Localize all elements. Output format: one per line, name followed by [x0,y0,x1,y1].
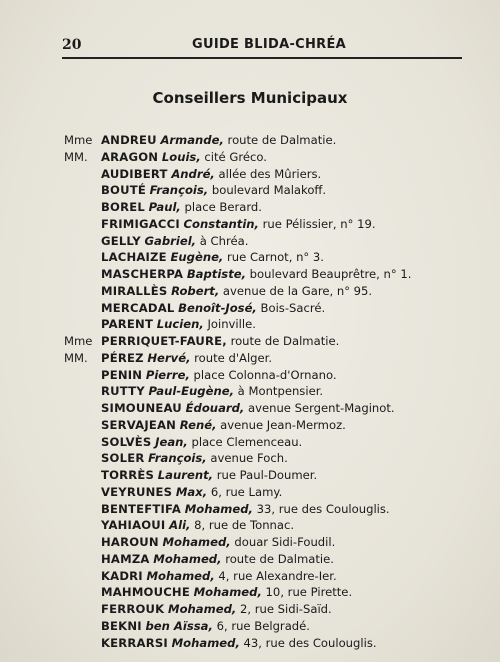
member-address: place Berard. [180,200,262,214]
list-item [0,434,500,451]
member-given-name: Mohamed, [184,501,253,516]
list-item [0,568,500,585]
member-entry [101,601,332,618]
list-item [0,400,500,417]
member-given-name: Baptiste, [186,267,246,281]
member-address: avenue de la Gare, n° 95. [219,283,373,298]
member-given-name: Armande, [160,133,224,147]
member-surname: ANDREU [101,133,157,147]
list-item [0,333,500,350]
member-address: 4, rue Alexandre-Ier. [214,568,337,583]
member-surname: AUDIBERT [101,166,168,181]
member-address: avenue Jean-Mermoz. [216,417,346,432]
member-surname: MAHMOUCHE [101,585,190,600]
member-address: 10, rue Pirette. [261,585,353,600]
member-surname: FRIMIGACCI [101,216,180,231]
member-given-name: Mohamed, [168,602,237,616]
member-entry [101,367,337,384]
member-surname: BENTEFTIFA [101,501,181,516]
member-address: 8, rue de Tonnac. [190,518,295,533]
member-given-name: Max, [175,484,208,499]
list-item [0,149,500,166]
member-address: place Colonna-d'Ornano. [189,367,337,382]
member-surname: BEKNI [101,618,142,633]
member-entry [101,484,282,501]
member-address: route de Dalmatie. [221,551,334,566]
member-given-name: Mohamed, [171,635,240,650]
member-given-name: André, [171,166,215,181]
member-entry [101,266,411,283]
member-address: boulevard Malakoff. [208,183,327,198]
member-given-name: Paul-Eugène, [148,384,234,399]
member-entry [101,434,302,451]
list-item [0,233,500,250]
member-entry [101,450,288,467]
member-surname: SIMOUNEAU [101,401,182,415]
member-entry [101,216,376,233]
member-given-name: Mohamed, [193,585,262,600]
member-address: à Chréa. [196,233,249,248]
list-item [0,534,500,551]
member-address: rue Paul-Doumer. [213,468,318,482]
member-entry [101,333,339,350]
member-entry [101,501,390,518]
member-address: route de Dalmatie. [230,334,340,348]
member-surname: SOLER [101,451,145,466]
list-item [0,367,500,384]
member-address: allée des Mûriers. [214,166,322,181]
member-given-name: Mohamed, [162,535,231,549]
member-entry [101,132,336,149]
member-given-name: Paul, [148,200,181,214]
member-given-name: Laurent, [157,468,214,482]
list-item [0,132,500,149]
list-item [0,501,500,518]
member-surname: HAROUN [101,535,159,549]
member-entry [101,233,248,250]
list-item [0,182,500,199]
member-address: Bois-Sacré. [256,300,326,315]
member-entry [101,182,326,199]
running-title: GUIDE BLIDA-CHRÉA [192,37,347,52]
member-given-name: François, [148,451,207,466]
member-surname: LACHAIZE [101,250,167,265]
page-number: 20 [62,37,82,53]
member-entry [101,316,256,333]
member-surname: YAHIAOUI [101,518,166,533]
member-surname: FERROUK [101,602,165,616]
list-item [0,635,500,652]
member-address: route d'Alger. [190,350,273,365]
honorific-prefix: Mme [64,133,93,147]
member-entry [101,249,324,266]
member-address: Joinville. [203,317,256,332]
member-address: rue Pélissier, n° 19. [258,216,376,231]
list-item [0,216,500,233]
member-given-name: Benoît-José, [178,300,257,315]
member-surname: PERRIQUET-FAURE, [101,334,227,348]
list-item [0,350,500,367]
honorific-prefix: Mme [64,334,93,348]
member-surname: ARAGON [101,149,159,164]
member-address: 2, rue Sidi-Saïd. [236,602,332,616]
member-entry [101,166,321,183]
list-item [0,618,500,635]
list-item [0,517,500,534]
member-surname: GELLY [101,233,141,248]
member-entry [101,283,372,300]
member-address: place Clemenceau. [187,434,303,449]
member-entry [101,300,325,317]
member-entry [101,584,352,601]
member-address: avenue Sergent-Maginot. [244,401,395,415]
member-entry [101,568,337,585]
list-item [0,266,500,283]
member-entry [101,534,335,551]
member-surname: VEYRUNES [101,484,173,499]
list-item [0,551,500,568]
member-entry [101,517,294,534]
member-given-name: René, [179,417,217,432]
member-given-name: Jean, [155,434,188,449]
member-surname: KADRI [101,568,143,583]
list-item [0,249,500,266]
member-given-name: Édouard, [185,401,245,415]
member-surname: BOUTÉ [101,183,146,198]
member-given-name: Pierre, [145,367,190,382]
member-given-name: Louis, [161,149,201,164]
member-entry [101,635,377,652]
member-given-name: Constantin, [183,216,259,231]
member-entry [101,199,262,216]
member-surname: PARENT [101,317,154,332]
list-item [0,467,500,484]
member-surname: MASCHERPA [101,267,184,281]
member-entry [101,350,272,367]
honorific-prefix: MM. [64,350,88,365]
member-address: 43, rue des Coulouglis. [239,635,377,650]
honorific-prefix: MM. [64,149,88,164]
member-address: boulevard Beauprêtre, n° 1. [246,267,412,281]
list-item [0,601,500,618]
member-surname: KERRARSI [101,635,168,650]
member-address: route de Dalmatie. [223,133,337,147]
member-surname: MERCADAL [101,300,175,315]
member-given-name: Mohamed, [153,551,222,566]
list-item [0,484,500,501]
member-address: 33, rue des Coulouglis. [252,501,390,516]
member-surname: BOREL [101,200,145,214]
member-given-name: Eugène, [170,250,224,265]
member-surname: PENIN [101,367,143,382]
member-address: 6, rue Lamy. [207,484,283,499]
member-address: cité Gréco. [200,149,267,164]
list-item [0,450,500,467]
list-item [0,316,500,333]
member-entry [101,551,334,568]
page-header [62,37,462,57]
member-given-name: Lucien, [156,317,204,332]
list-item [0,166,500,183]
member-surname: MIRALLÈS [101,283,168,298]
member-entry [101,618,310,635]
list-item [0,199,500,216]
member-address: rue Carnot, n° 3. [223,250,324,265]
member-surname: PÉREZ [101,350,144,365]
member-entry [101,400,395,417]
member-surname: TORRÈS [101,468,155,482]
member-given-name: Robert, [171,283,220,298]
member-surname: SERVAJEAN [101,417,177,432]
member-surname: RUTTY [101,384,145,399]
member-surname: HAMZA [101,551,150,566]
list-item [0,584,500,601]
member-given-name: François, [149,183,209,198]
member-entry [101,149,267,166]
member-address: avenue Foch. [206,451,288,466]
member-entry [101,417,346,434]
member-address: 6, rue Belgradé. [212,618,310,633]
header-divider [62,57,462,59]
member-entry [101,467,317,484]
member-address: à Montpensier. [234,384,324,399]
member-given-name: Mohamed, [146,568,215,583]
member-address: douar Sidi-Foudil. [230,535,336,549]
member-given-name: Gabriel, [144,233,197,248]
section-title: Conseillers Municipaux [152,89,348,107]
member-given-name: Hervé, [147,350,191,365]
list-item [0,283,500,300]
member-entry [101,383,323,400]
list-item [0,300,500,317]
member-given-name: ben Aïssa, [145,618,213,633]
list-item [0,383,500,400]
member-given-name: Ali, [169,518,191,533]
list-item [0,417,500,434]
member-surname: SOLVÈS [101,434,152,449]
